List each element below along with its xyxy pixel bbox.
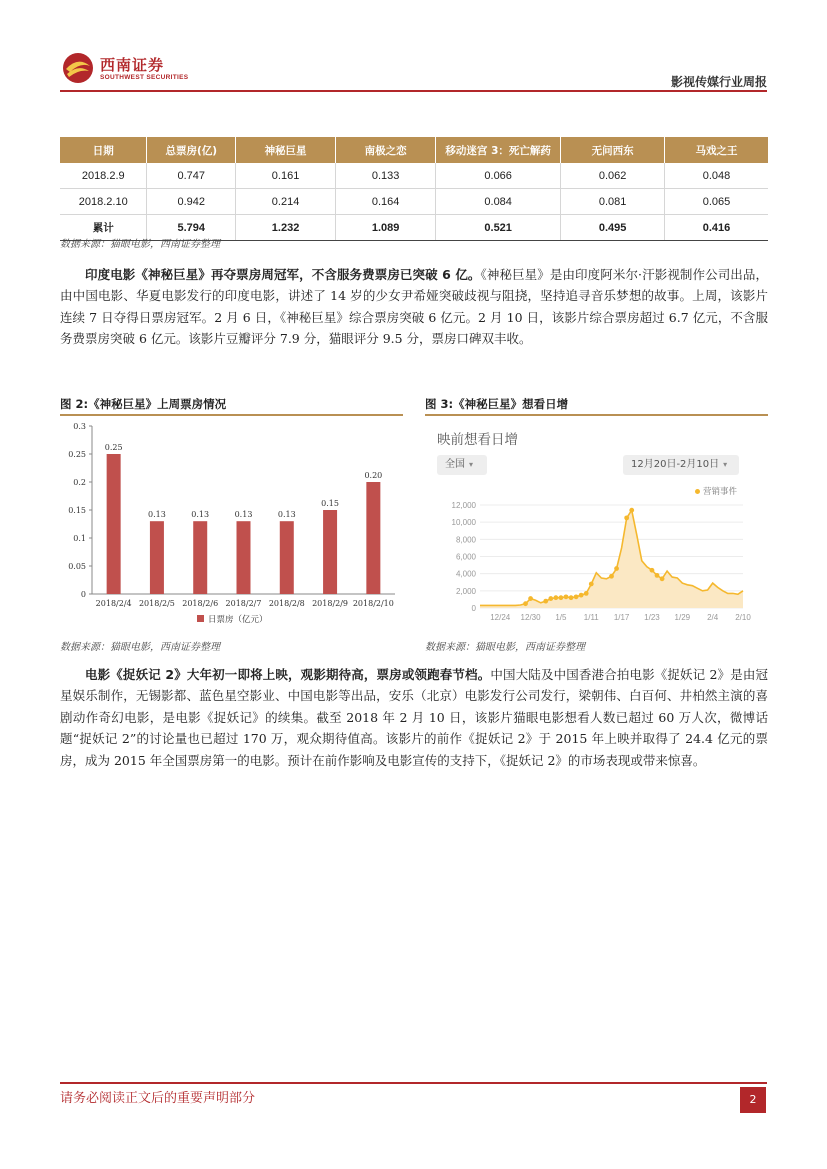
col-header-film: 马戏之王 (665, 137, 768, 163)
x-tick-label: 2/4 (707, 613, 719, 622)
daily-box-office-bar-chart (60, 418, 403, 630)
y-tick-label: 10,000 (451, 518, 476, 528)
bar (366, 482, 380, 594)
x-tick-label: 1/29 (674, 613, 691, 622)
bar-data-label: 0.13 (234, 510, 253, 520)
table-cell: 2018.2.10 (60, 189, 147, 215)
x-tick-label: 2018/2/8 (268, 599, 305, 608)
logo-english-name: SOUTHWEST SECURITIES (100, 74, 189, 81)
y-tick-label: 6,000 (455, 552, 476, 562)
date-range-dropdown[interactable] (623, 455, 739, 475)
table-cell: 0.048 (665, 163, 768, 189)
table-cell: 0.066 (436, 163, 561, 189)
chevron-down-icon: ▾ (723, 460, 728, 469)
table-cell: 0.062 (561, 163, 665, 189)
y-tick-label: 8,000 (455, 535, 476, 545)
table-row (60, 163, 768, 189)
col-header-film: 无问西东 (561, 137, 665, 163)
table-header-row (60, 137, 768, 163)
table-cell: 0.133 (336, 163, 436, 189)
table-cell: 1.232 (236, 215, 336, 241)
y-tick-label: 4,000 (455, 569, 476, 579)
table-cell: 0.164 (336, 189, 436, 215)
paragraph-body: 中国大陆及中国香港合拍电影《捉妖记 2》是由冠星娱乐制作，无锡影都、蓝色星空影业、中国电影等出品，安乐（北京）电影发行公司发行，梁朝伟、白百何、井柏然主演的喜剧动作奇幻电影，是电影《捉妖记》的续集。截至 2018 年 2 月 10 日，该影片猫眼电影想看人数已超过 60 万人次，微博话题“捉妖记 2”的讨论量也已超过 170 万，观众期待值高。该影片的前作《捉妖记 2》于 2015 年上映并取得了 24.4 亿元的票房，成为 2015 年全国票房第一的电影。预计在前作影响及电影宣传的支持下，《捉妖记 2》的市场表现或带来惊喜。 (60, 667, 768, 768)
y-tick-label: 12,000 (451, 501, 476, 510)
y-tick-label: 0 (471, 604, 476, 613)
x-tick-label: 12/30 (520, 613, 541, 622)
chevron-down-icon: ▾ (469, 460, 474, 469)
company-logo (62, 52, 192, 88)
marketing-event-point (569, 595, 574, 600)
marketing-event-point (650, 568, 655, 573)
figure-3-source-note: 数据来源：猫眼电影，西南证券整理 (425, 642, 585, 653)
marketing-event-point (629, 508, 634, 513)
line-area-fill (480, 510, 743, 608)
marketing-event-point (564, 594, 569, 599)
bar-data-label: 0.15 (321, 499, 339, 508)
legend-label: 日票房（亿元） (208, 615, 268, 625)
x-tick-label: 1/23 (644, 613, 660, 622)
paragraph-lead: 印度电影《神秘巨星》再夺票房周冠军，不含服务费票房已突破 6 亿。 (85, 267, 481, 282)
page-number: 2 (740, 1087, 766, 1113)
panel-title: 映前想看日增 (437, 432, 518, 448)
paragraph-lead: 电影《捉妖记 2》大年初一即将上映，观影期待高，票房或领跑春节档。 (85, 667, 491, 682)
col-header-date: 日期 (60, 137, 147, 163)
figure-2-divider (60, 414, 403, 416)
bar-data-label: 0.20 (364, 471, 383, 480)
region-filter-value: 全国 (445, 459, 465, 470)
marketing-event-point (655, 573, 660, 578)
marketing-event-point (584, 591, 589, 596)
report-type-title: 影视传媒行业周报 (670, 75, 767, 89)
marketing-event-point (523, 601, 528, 606)
y-tick-label: 0.25 (68, 450, 86, 459)
col-header-total: 总票房(亿) (147, 137, 236, 163)
marketing-event-point (609, 574, 614, 579)
paragraph-secret-superstar (60, 264, 768, 350)
paragraph-monster-hunt (60, 664, 768, 771)
figure-3-title: 图 3:《神秘巨星》想看日增 (425, 397, 569, 411)
marketing-event-point (589, 582, 594, 587)
bar (323, 510, 337, 594)
marketing-event-point (574, 594, 579, 599)
y-tick-label: 0 (80, 590, 86, 599)
x-tick-label: 1/17 (613, 613, 630, 622)
logo-emblem-icon (62, 52, 94, 84)
x-tick-label: 2018/2/5 (138, 599, 175, 608)
want-to-watch-panel (425, 418, 768, 630)
col-header-film: 南极之恋 (336, 137, 436, 163)
y-tick-label: 0.3 (73, 422, 86, 431)
date-range-value: 12月20日-2月10日 (631, 459, 720, 470)
marketing-event-point (528, 596, 533, 601)
figure-2-source-note: 数据来源：猫眼电影，西南证券整理 (60, 642, 220, 653)
bar-data-label: 0.13 (277, 510, 296, 520)
figure-2-title: 图 2:《神秘巨星》上周票房情况 (60, 397, 227, 411)
legend-swatch (197, 615, 204, 622)
x-tick-label: 2018/2/7 (225, 599, 262, 608)
table-cell: 0.214 (236, 189, 336, 215)
bar-data-label: 0.13 (191, 510, 210, 520)
y-tick-label: 0.15 (68, 506, 86, 515)
marketing-event-point (660, 576, 665, 581)
table-cell: 0.521 (436, 215, 561, 241)
x-tick-label: 2018/2/10 (352, 599, 394, 608)
table-cell: 0.081 (561, 189, 665, 215)
table-cell: 累计 (60, 215, 147, 241)
marketing-event-point (559, 595, 564, 600)
marketing-event-point (579, 593, 584, 598)
x-tick-label: 2/10 (735, 613, 751, 622)
marketing-event-point (624, 515, 629, 520)
table-cell: 0.747 (147, 163, 236, 189)
table-cell: 2018.2.9 (60, 163, 147, 189)
marketing-event-point (614, 566, 619, 571)
paragraph-body: 《神秘巨星》是由印度阿米尔·汗影视制作公司出品，由中国电影、华夏电影发行的印度电影，讲述了 14 岁的少女尹希娅突破歧视与阻挠，坚持追寻音乐梦想的故事。上周，该影片连续 7 日夺得日票房冠军。2 月 6 日，《神秘巨星》综合票房突破 6 亿元。2 月 10 日，该影片综合票房超过 6.7 亿元，不含服务费票房突破 6 亿元。该影片豆瓣评分 7.9 分，猫眼评分 9.5 分，票房口碑双丰收。 (60, 267, 768, 347)
legend-dot-icon (695, 489, 700, 494)
x-tick-label: 1/11 (583, 613, 599, 622)
y-tick-label: 2,000 (455, 586, 476, 596)
table-cell: 0.416 (665, 215, 768, 241)
bar-data-label: 0.13 (148, 510, 166, 520)
col-header-film: 神秘巨星 (236, 137, 336, 163)
footer-disclaimer-note: 请务必阅读正文后的重要声明部分 (60, 1091, 256, 1106)
footer-divider (60, 1082, 767, 1084)
marketing-event-point (543, 599, 548, 604)
bar (193, 521, 207, 594)
table-row (60, 189, 768, 215)
table-cell: 0.942 (147, 189, 236, 215)
figure-3-divider (425, 414, 768, 416)
header-divider (60, 90, 767, 92)
table-cell: 0.161 (236, 163, 336, 189)
table-source-note: 数据来源：猫眼电影，西南证券整理 (60, 239, 220, 250)
table-cell: 5.794 (147, 215, 236, 241)
y-tick-label: 0.2 (73, 478, 86, 487)
x-tick-label: 2018/2/6 (182, 599, 219, 608)
region-filter-dropdown[interactable] (437, 455, 487, 475)
bar (150, 521, 164, 594)
bar (237, 521, 251, 594)
marketing-event-point (553, 595, 558, 600)
bar (107, 454, 121, 594)
logo-chinese-name: 西南证券 (100, 56, 165, 74)
y-tick-label: 0.05 (68, 562, 86, 571)
bar-data-label: 0.25 (104, 443, 123, 452)
table-cell: 0.495 (561, 215, 665, 241)
want-to-watch-line-chart (425, 418, 768, 630)
x-tick-label: 2018/2/9 (312, 599, 349, 608)
table-cell: 1.089 (336, 215, 436, 241)
table-cell: 0.065 (665, 189, 768, 215)
marketing-event-legend (695, 485, 737, 497)
table-cell: 0.084 (436, 189, 561, 215)
x-tick-label: 2018/2/4 (95, 599, 132, 608)
legend-label: 营销事件 (703, 487, 738, 497)
bar (280, 521, 294, 594)
x-tick-label: 1/5 (555, 613, 567, 622)
col-header-film: 移动迷宫 3：死亡解药 (436, 137, 561, 163)
y-tick-label: 0.1 (73, 534, 86, 543)
marketing-event-point (548, 596, 553, 601)
x-tick-label: 12/24 (490, 613, 511, 622)
box-office-table (60, 137, 768, 241)
